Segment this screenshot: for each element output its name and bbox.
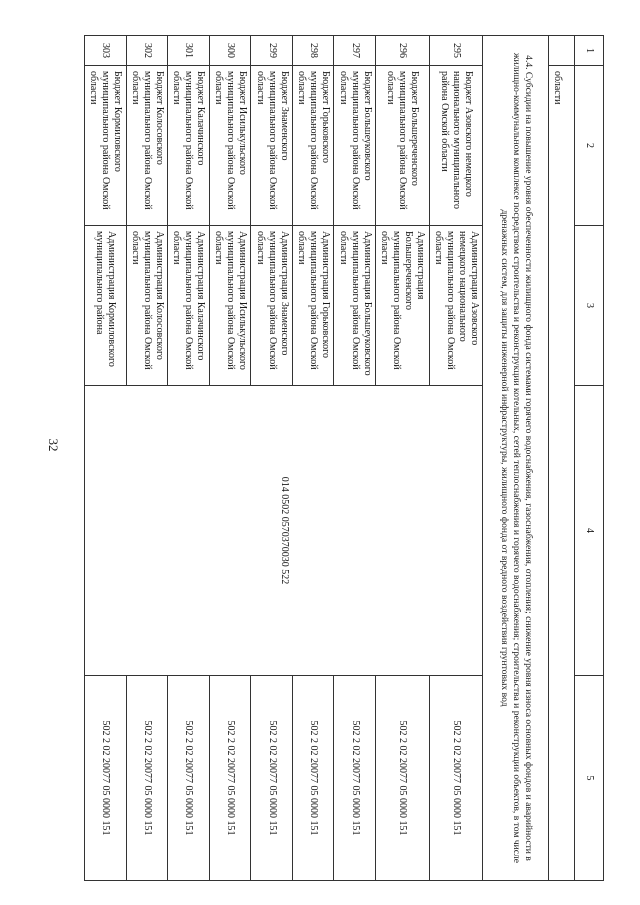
budget-name: Бюджет Большереченского муниципального района Омской области	[375, 66, 429, 226]
row-number: 296	[375, 36, 429, 66]
row-number: 301	[168, 36, 210, 66]
header-cell-2: 2	[574, 66, 603, 226]
administrator-name: Администрация Знаменского муниципального района Омской области	[251, 226, 293, 386]
section-title: 4.4. Субсидии на повышение уровня обеспеченности жилищного фонда системами горячего водоснабжения, газоснабжения, отопления; снижение уровня износа основных фондов и аварийности в жилищно-коммунальном комплексе посредством строительства и реконструкции котельных, сетей теплоснабжения и горячего водоснабжения; строительства и реконструкции объектов, в том числе дренажных систем, для защиты инженерной инфраструктуры, жилищного фонда от вредного воздействия грунтовых вод	[483, 36, 549, 881]
revenue-code: 502 2 02 20077 05 0000 151	[209, 676, 251, 881]
revenue-code: 502 2 02 20077 05 0000 151	[375, 676, 429, 881]
revenue-code: 502 2 02 20077 05 0000 151	[126, 676, 168, 881]
row-number: 300	[209, 36, 251, 66]
header-cell-3: 3	[574, 226, 603, 386]
budget-name: Бюджет Горьковского муниципального района Омской области	[292, 66, 334, 226]
revenue-code: 502 2 02 20077 05 0000 151	[168, 676, 210, 881]
administrator-name: Администрация Большереченского муниципального района Омской области	[375, 226, 429, 386]
row-number: 297	[334, 36, 376, 66]
continuation-row	[549, 36, 574, 881]
rotated-table-container	[84, 35, 604, 880]
budget-name: Бюджет Кормиловского муниципального района Омской области	[85, 66, 127, 226]
revenue-code: 502 2 02 20077 05 0000 151	[292, 676, 334, 881]
row-number: 299	[251, 36, 293, 66]
budget-table	[84, 35, 604, 881]
row-number: 298	[292, 36, 334, 66]
budget-name: Бюджет Знаменского муниципального района Омской области	[251, 66, 293, 226]
administrator-name: Администрация Азовского немецкого национального муниципального района Омской области	[429, 226, 483, 386]
row-number: 295	[429, 36, 483, 66]
administrator-name: Администрация Кормиловского муниципального района	[85, 226, 127, 386]
revenue-code: 502 2 02 20077 05 0000 151	[429, 676, 483, 881]
header-cell-4: 4	[574, 386, 603, 676]
revenue-code: 502 2 02 20077 05 0000 151	[251, 676, 293, 881]
continuation-num-cell	[549, 36, 574, 66]
administrator-name: Администрация Исилькульского муниципального района Омской области	[209, 226, 251, 386]
revenue-code: 502 2 02 20077 05 0000 151	[85, 676, 127, 881]
header-cell-5: 5	[574, 676, 603, 881]
budget-name: Бюджет Большеуковского муниципального района Омской области	[334, 66, 376, 226]
header-cell-1: 1	[574, 36, 603, 66]
header-row	[574, 36, 603, 881]
administrator-name: Администрация Большеуковского муниципального района Омской области	[334, 226, 376, 386]
page-number: 32	[46, 438, 61, 452]
administrator-name: Администрация Горьковского муниципального района Омской области	[292, 226, 334, 386]
table-row	[429, 36, 483, 881]
administrator-name: Администрация Колосовского муниципального района Омской области	[126, 226, 168, 386]
row-number: 303	[85, 36, 127, 66]
budget-name: Бюджет Исилькульского муниципального района Омской области	[209, 66, 251, 226]
classification-code: 014 0502 0570370030 522	[85, 386, 483, 676]
continuation-text: области	[549, 66, 574, 881]
budget-name: Бюджет Азовского немецкого национального муниципального района Омской области	[429, 66, 483, 226]
revenue-code: 502 2 02 20077 05 0000 151	[334, 676, 376, 881]
budget-name: Бюджет Колосовского муниципального района Омской области	[126, 66, 168, 226]
budget-name: Бюджет Калачинского муниципального района Омской области	[168, 66, 210, 226]
section-row	[483, 36, 549, 881]
administrator-name: Администрация Калачинского муниципального района Омской области	[168, 226, 210, 386]
row-number: 302	[126, 36, 168, 66]
